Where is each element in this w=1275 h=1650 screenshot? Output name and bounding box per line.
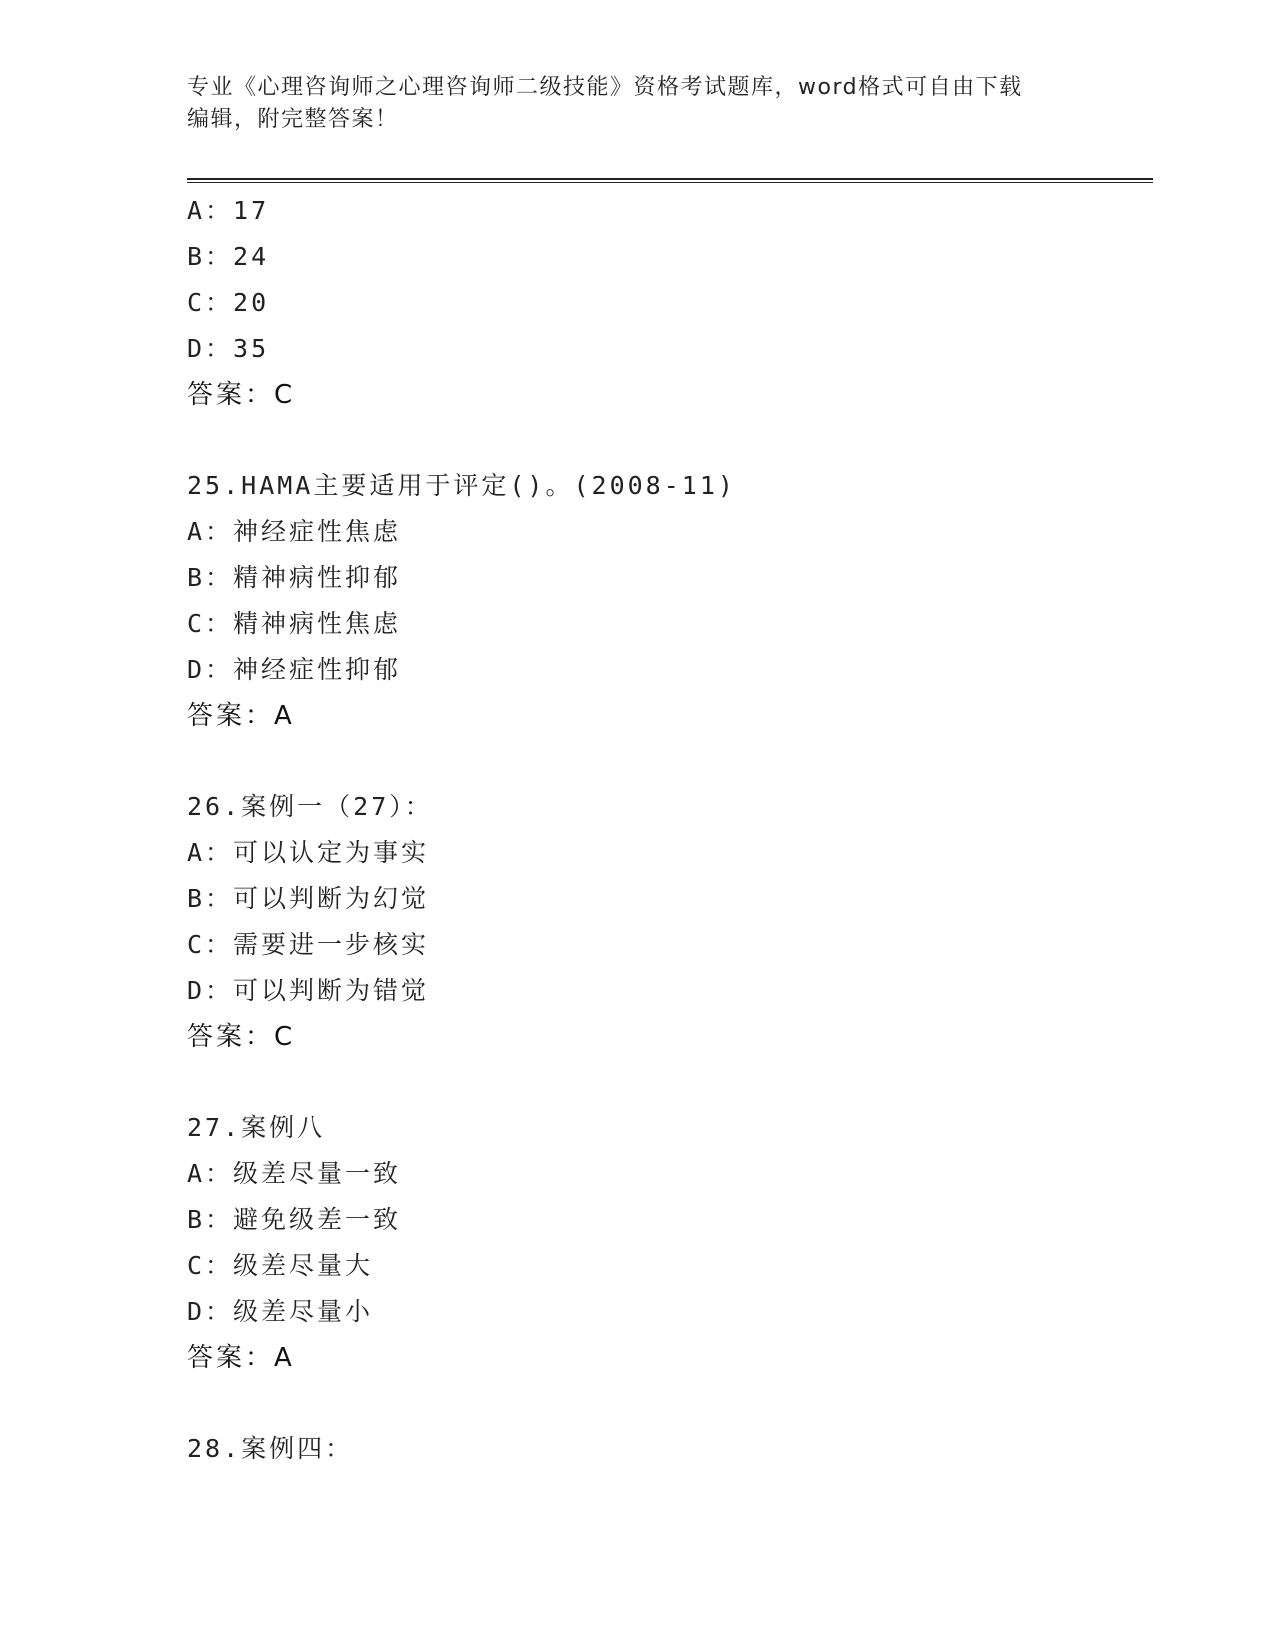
option-a: A：17 — [187, 196, 270, 225]
answer-line: 答案：A — [187, 701, 295, 731]
block-spacer — [187, 418, 1147, 463]
question-block — [187, 188, 1147, 418]
block-spacer — [187, 739, 1147, 784]
question-block — [187, 784, 1147, 1060]
header-line-1: 专业《心理咨询师之心理咨询师二级技能》资格考试题库，word格式可自由下载 — [187, 75, 1023, 100]
block-spacer — [187, 1060, 1147, 1105]
option-b: B：精神病性抑郁 — [187, 563, 402, 592]
question-block — [187, 1105, 1147, 1381]
option-a: A：神经症性焦虑 — [187, 517, 402, 546]
option-d: D：可以判断为错觉 — [187, 976, 430, 1005]
option-c: C：级差尽量大 — [187, 1251, 374, 1280]
option-a: A：可以认定为事实 — [187, 838, 430, 867]
question-list — [187, 188, 1147, 1472]
block-spacer — [187, 1381, 1147, 1426]
option-d: D：神经症性抑郁 — [187, 655, 402, 684]
option-a: A：级差尽量一致 — [187, 1159, 402, 1188]
option-c: C：20 — [187, 288, 270, 317]
document-header — [187, 72, 1067, 136]
question-text: 28.案例四： — [187, 1434, 354, 1463]
option-d: D：35 — [187, 334, 270, 363]
answer-line: 答案：A — [187, 1343, 295, 1373]
question-text: 25.HAMA主要适用于评定()。(2008-11) — [187, 471, 736, 500]
question-text: 26.案例一（27）： — [187, 792, 433, 821]
header-line-2: 编辑，附完整答案！ — [187, 107, 399, 132]
option-c: C：精神病性焦虑 — [187, 609, 402, 638]
question-text: 27.案例八 — [187, 1113, 326, 1142]
answer-line: 答案：C — [187, 1022, 296, 1052]
option-c: C：需要进一步核实 — [187, 930, 430, 959]
option-b: B：24 — [187, 242, 270, 271]
question-block — [187, 463, 1147, 739]
header-divider — [187, 178, 1153, 183]
option-b: B：可以判断为幻觉 — [187, 884, 430, 913]
question-block — [187, 1426, 1147, 1472]
option-b: B：避免级差一致 — [187, 1205, 402, 1234]
option-d: D：级差尽量小 — [187, 1297, 374, 1326]
answer-line: 答案：C — [187, 380, 296, 410]
